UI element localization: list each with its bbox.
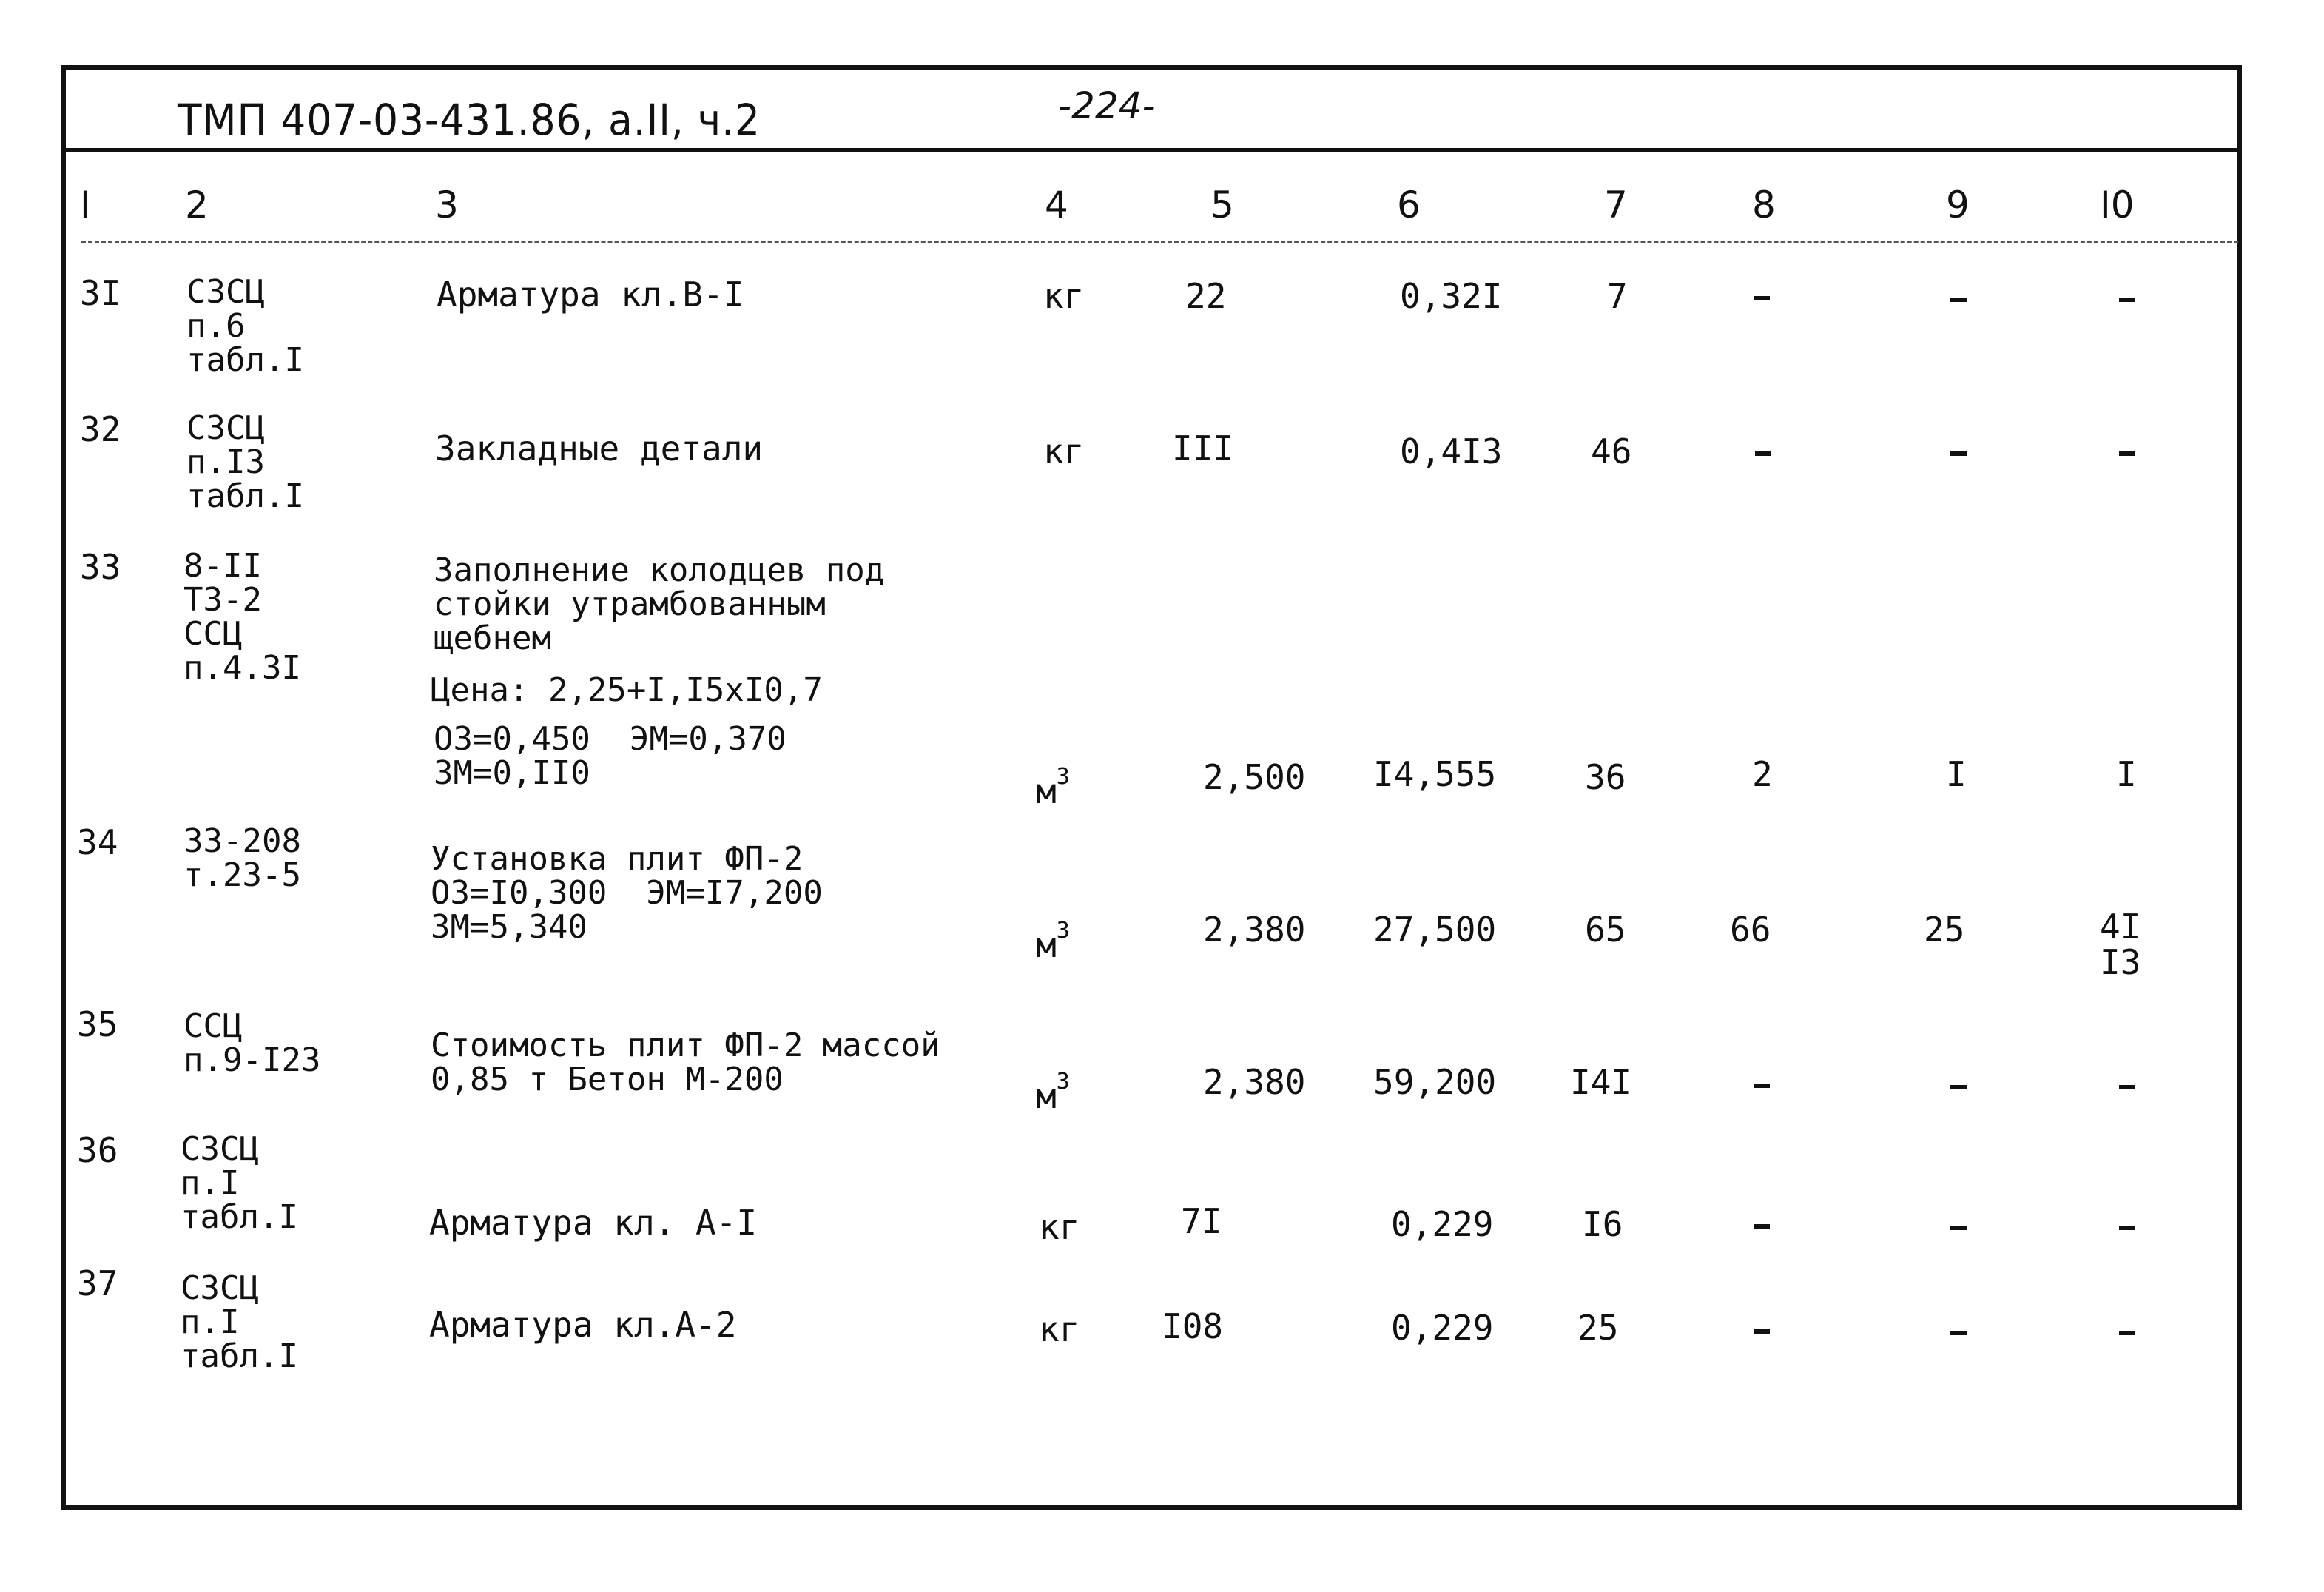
row-empty-dash <box>1950 1331 1967 1335</box>
row-description: Установка плит ФП-2 ОЗ=I0,300 ЭМ=I7,200 ЗМ=5,340 <box>431 840 823 946</box>
column-header-4: 4 <box>1045 184 1068 226</box>
row-quantity: 7I <box>1181 1201 1222 1241</box>
row-empty-dash <box>1950 1226 1967 1230</box>
document-frame <box>61 65 2242 1510</box>
row-quantity: III <box>1172 429 1234 468</box>
row-total: 46 <box>1591 431 1632 471</box>
row-reference: СЗСЦ п.I табл.I <box>181 1269 298 1375</box>
row-description: Арматура кл. А-I <box>429 1203 758 1243</box>
row-total: 36 <box>1585 757 1626 797</box>
row-unit-price: 0,4I3 <box>1400 431 1503 471</box>
row-reference: СЗСЦ п.I табл.I <box>181 1130 298 1236</box>
row-empty-dash <box>1754 1224 1770 1229</box>
row-unit-price: 0,32I <box>1400 276 1503 316</box>
column-header-5: 5 <box>1210 184 1234 226</box>
row-number: 33 <box>80 547 121 587</box>
row-unit: $м^3$ <box>1036 918 1070 965</box>
header-dashed-divider <box>81 241 2238 243</box>
row-quantity: 2,500 <box>1203 757 1306 797</box>
row-unit: $м^3$ <box>1036 1069 1070 1116</box>
row-cost-breakdown: ОЗ=0,450 ЭМ=0,370 ЗМ=0,II0 <box>434 720 787 792</box>
row-number: 36 <box>77 1130 118 1170</box>
row-description: Арматура кл.А-2 <box>429 1305 737 1345</box>
row-unit-price: I4,555 <box>1373 754 1497 794</box>
row-column-8: 2 <box>1752 754 1773 794</box>
column-header-1: I <box>80 184 91 226</box>
column-header-6: 6 <box>1397 184 1421 226</box>
row-total: 7 <box>1607 276 1628 316</box>
column-header-10: I0 <box>2100 184 2135 226</box>
row-reference: ССЦ п.9-I23 <box>183 1007 321 1079</box>
row-unit: кг <box>1039 1207 1080 1247</box>
row-number: 35 <box>77 1004 118 1044</box>
page-number: -224- <box>1058 84 1156 127</box>
row-quantity: 2,380 <box>1203 910 1306 950</box>
row-unit: кг <box>1043 276 1085 316</box>
row-unit-price: 27,500 <box>1373 910 1497 950</box>
row-empty-dash <box>2119 1331 2135 1335</box>
row-column-10: 4I I3 <box>2100 907 2141 982</box>
column-header-9: 9 <box>1946 184 1970 226</box>
row-unit-price: 0,229 <box>1391 1204 1494 1244</box>
row-empty-dash <box>2119 451 2135 456</box>
row-description: Закладные детали <box>435 429 764 468</box>
row-empty-dash <box>2119 1226 2135 1230</box>
row-total: 25 <box>1577 1308 1619 1348</box>
row-empty-dash <box>2119 298 2135 302</box>
header-divider <box>61 148 2242 152</box>
row-total: I6 <box>1582 1204 1623 1244</box>
row-unit-price: 0,229 <box>1391 1308 1494 1348</box>
document-title: ТМП 407-03-431.86, а.II, ч.2 <box>178 95 761 145</box>
column-header-3: 3 <box>435 184 459 226</box>
row-reference: СЗСЦ п.6 табл.I <box>186 273 304 379</box>
row-reference: 33-208 т.23-5 <box>183 822 301 894</box>
row-empty-dash <box>1754 1084 1770 1088</box>
row-empty-dash <box>2119 1085 2135 1089</box>
row-description: Заполнение колодцев под стойки утрамбованным щебнем <box>434 551 885 657</box>
row-empty-dash <box>1950 298 1967 302</box>
row-empty-dash <box>1755 451 1771 456</box>
row-unit-price: 59,200 <box>1373 1062 1497 1102</box>
row-number: 37 <box>77 1263 118 1303</box>
row-total: I4I <box>1570 1062 1632 1102</box>
row-description: Арматура кл.В-I <box>437 275 744 315</box>
row-description: Стоимость плит ФП-2 массой 0,85 т Бетон М-200 <box>431 1027 940 1098</box>
row-total: 65 <box>1585 910 1626 950</box>
row-column-9: I <box>1946 754 1967 794</box>
row-unit: $м^3$ <box>1036 764 1070 811</box>
row-number: 32 <box>80 409 121 449</box>
row-column-10: I <box>2116 754 2137 794</box>
row-quantity: I08 <box>1162 1306 1224 1346</box>
column-header-2: 2 <box>185 184 209 226</box>
column-header-8: 8 <box>1752 184 1776 226</box>
row-column-9: 25 <box>1924 910 1965 950</box>
row-quantity: 22 <box>1185 276 1227 316</box>
row-unit: кг <box>1043 431 1085 471</box>
row-number: 34 <box>77 822 118 862</box>
row-quantity: 2,380 <box>1203 1062 1306 1102</box>
row-empty-dash <box>1950 451 1967 456</box>
row-unit: кг <box>1039 1309 1080 1349</box>
row-number: 3I <box>80 273 121 313</box>
row-reference: 8-II ТЗ-2 ССЦ п.4.3I <box>183 547 301 687</box>
row-price-formula: Цена: 2,25+I,I5хI0,7 <box>431 671 823 709</box>
row-empty-dash <box>1950 1085 1967 1089</box>
row-empty-dash <box>1754 1329 1770 1334</box>
row-empty-dash <box>1754 296 1770 300</box>
row-column-8: 66 <box>1730 910 1771 950</box>
row-reference: СЗСЦ п.I3 табл.I <box>186 409 304 515</box>
column-header-7: 7 <box>1604 184 1628 226</box>
